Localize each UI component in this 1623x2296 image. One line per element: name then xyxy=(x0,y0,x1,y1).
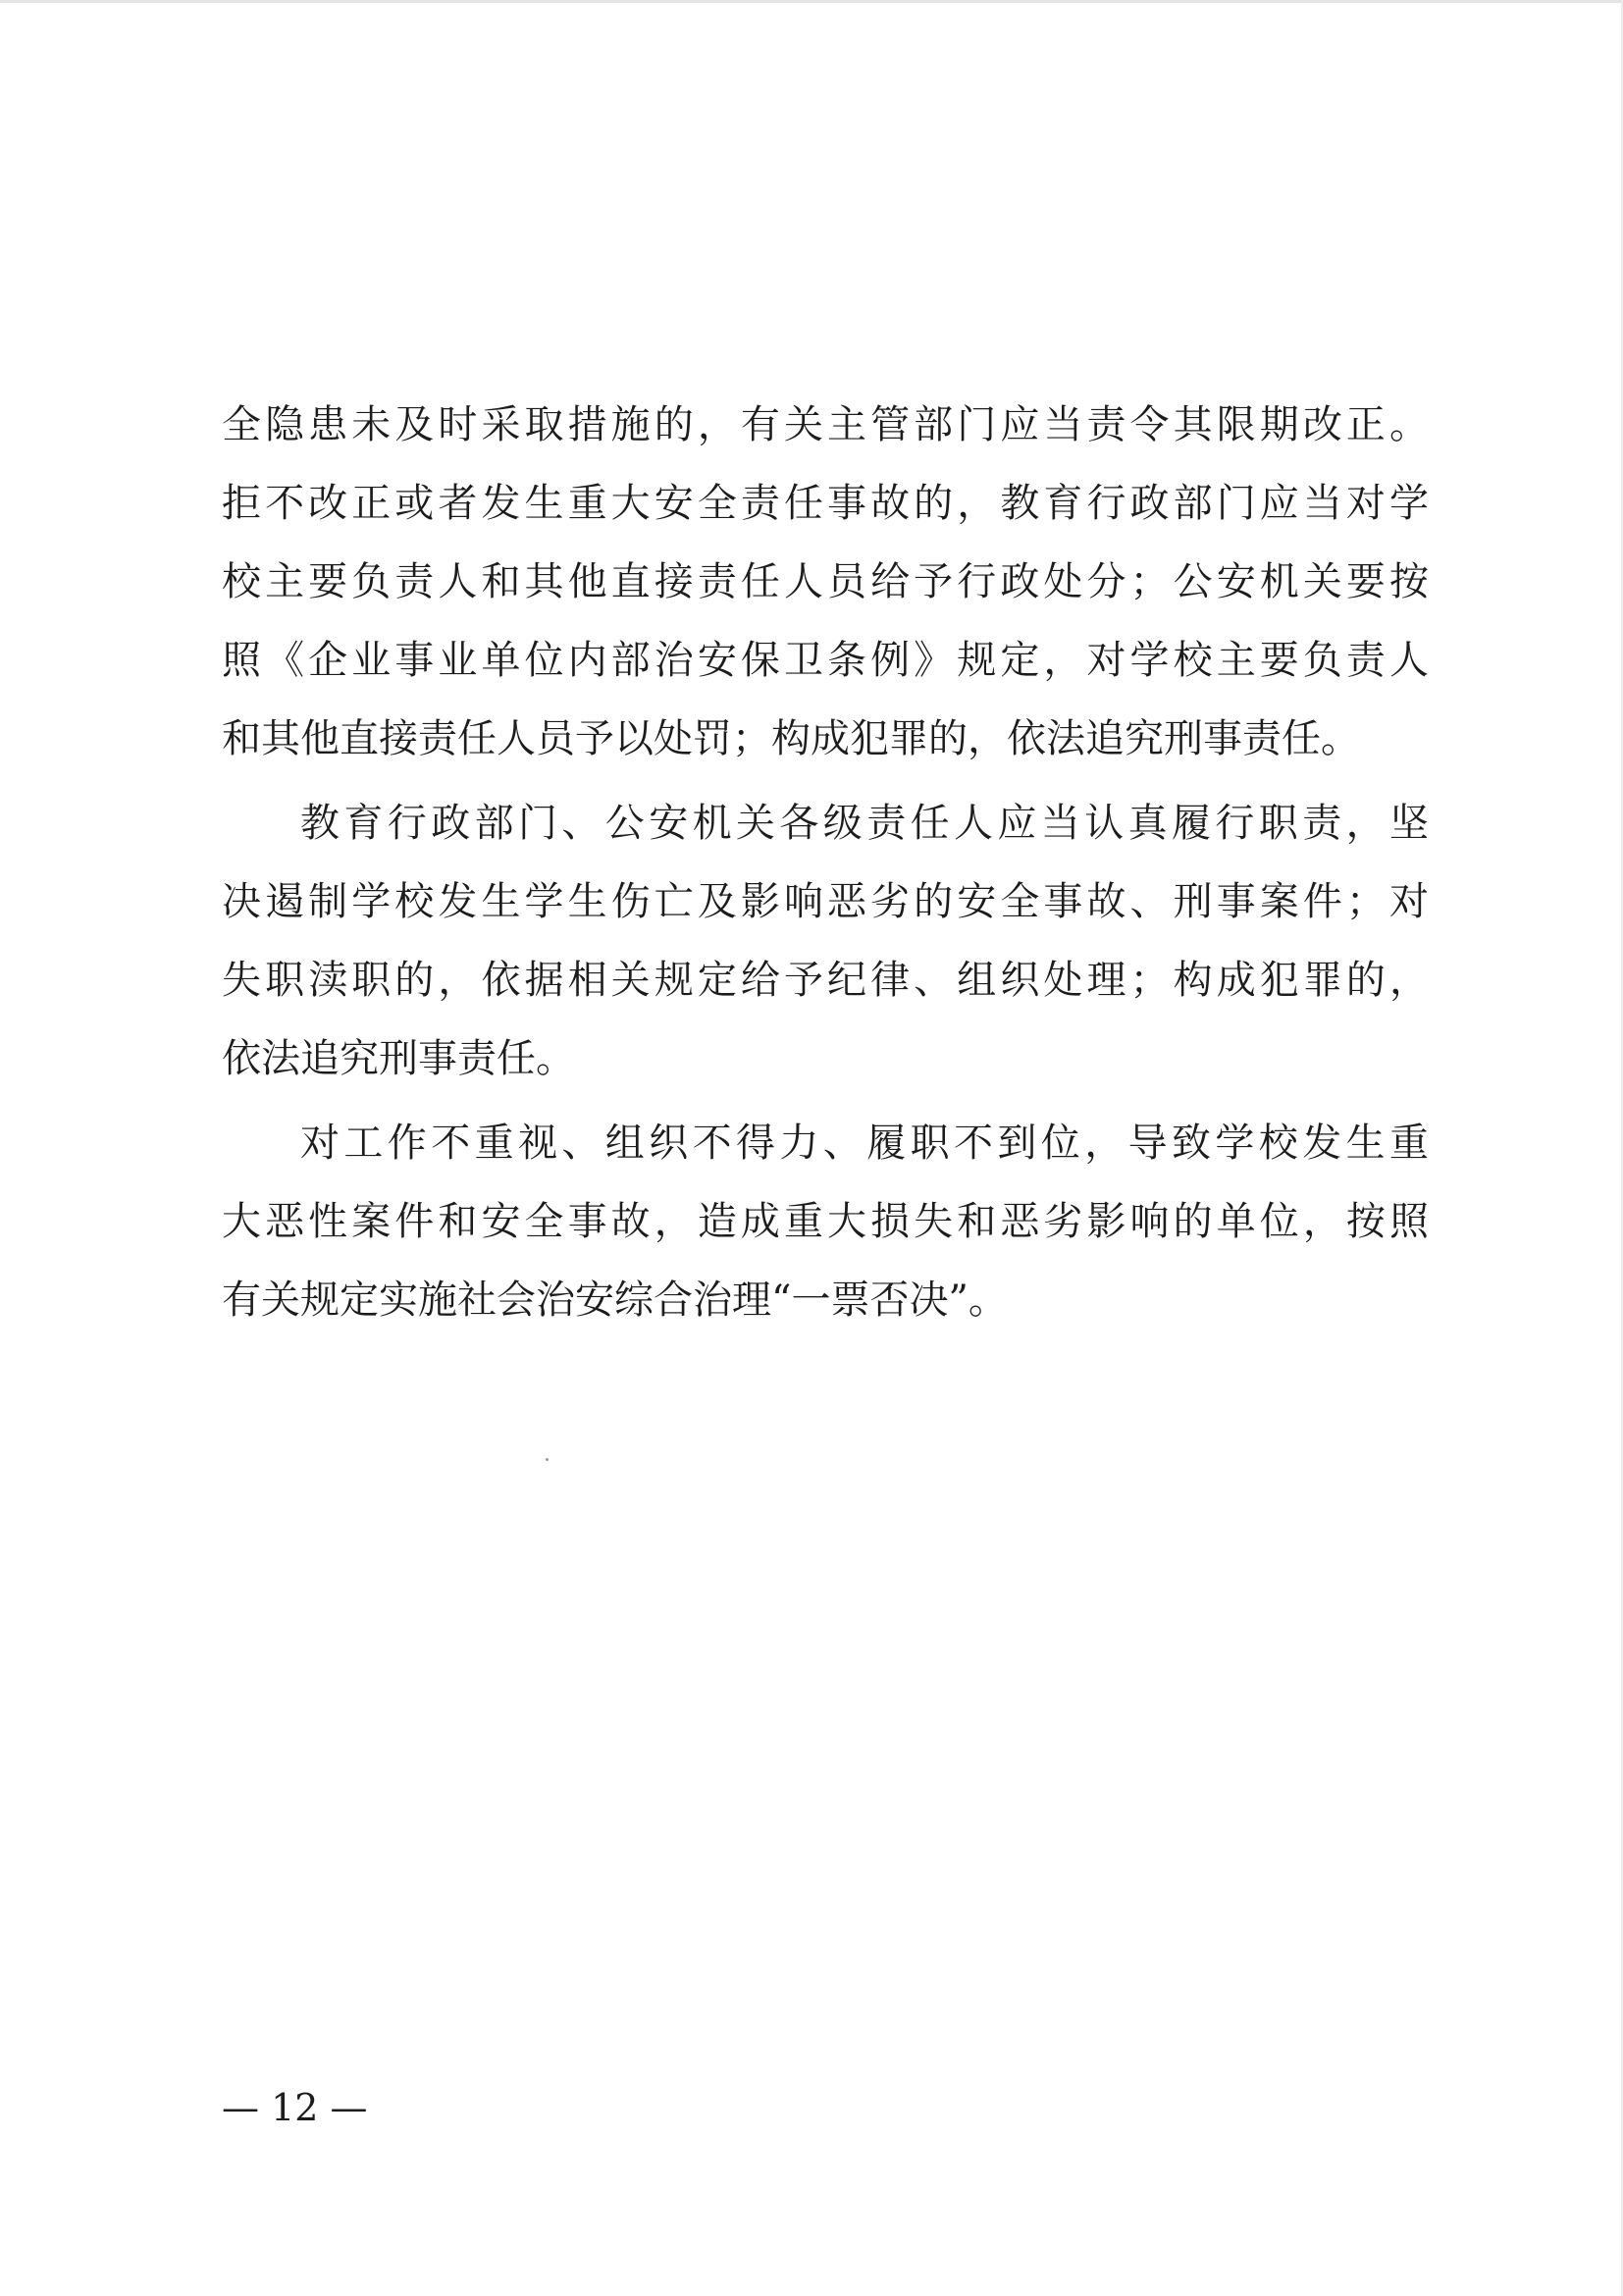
paragraph-line: 全隐患未及时采取措施的，有关主管部门应当责令其限期改正。 xyxy=(222,402,1429,447)
paragraph-line: 决遏制学校发生学生伤亡及影响恶劣的安全事故、刑事案件；对 xyxy=(222,879,1429,924)
paragraph-line: 校主要负责人和其他直接责任人员给予行政处分；公安机关要按 xyxy=(222,559,1429,604)
paragraph-line: 大恶性案件和安全事故，造成重大损失和恶劣影响的单位，按照 xyxy=(222,1199,1429,1244)
page-number: — 12 — xyxy=(222,2086,368,2129)
paragraph-line: 有关规定实施社会治安综合治理“一票否决”。 xyxy=(222,1278,1008,1323)
paragraph-line: 教育行政部门、公安机关各级责任人应当认真履行职责，坚 xyxy=(300,801,1429,846)
paragraph-line: 和其他直接责任人员予以处罚；构成犯罪的，依法追究刑事责任。 xyxy=(222,716,1360,761)
scan-edge-top xyxy=(0,0,1623,3)
paragraph-line: 拒不改正或者发生重大安全责任事故的，教育行政部门应当对学 xyxy=(222,481,1429,526)
paragraph-line: 对工作不重视、组织不得力、履职不到位，导致学校发生重 xyxy=(300,1121,1429,1166)
paragraph-line: 照《企业事业单位内部治安保卫条例》规定，对学校主要负责人 xyxy=(222,638,1429,683)
paragraph-line: 失职渎职的，依据相关规定给予纪律、组织处理；构成犯罪的， xyxy=(222,958,1429,1003)
scan-speck xyxy=(546,1458,549,1461)
paragraph-line: 依法追究刑事责任。 xyxy=(222,1036,575,1081)
